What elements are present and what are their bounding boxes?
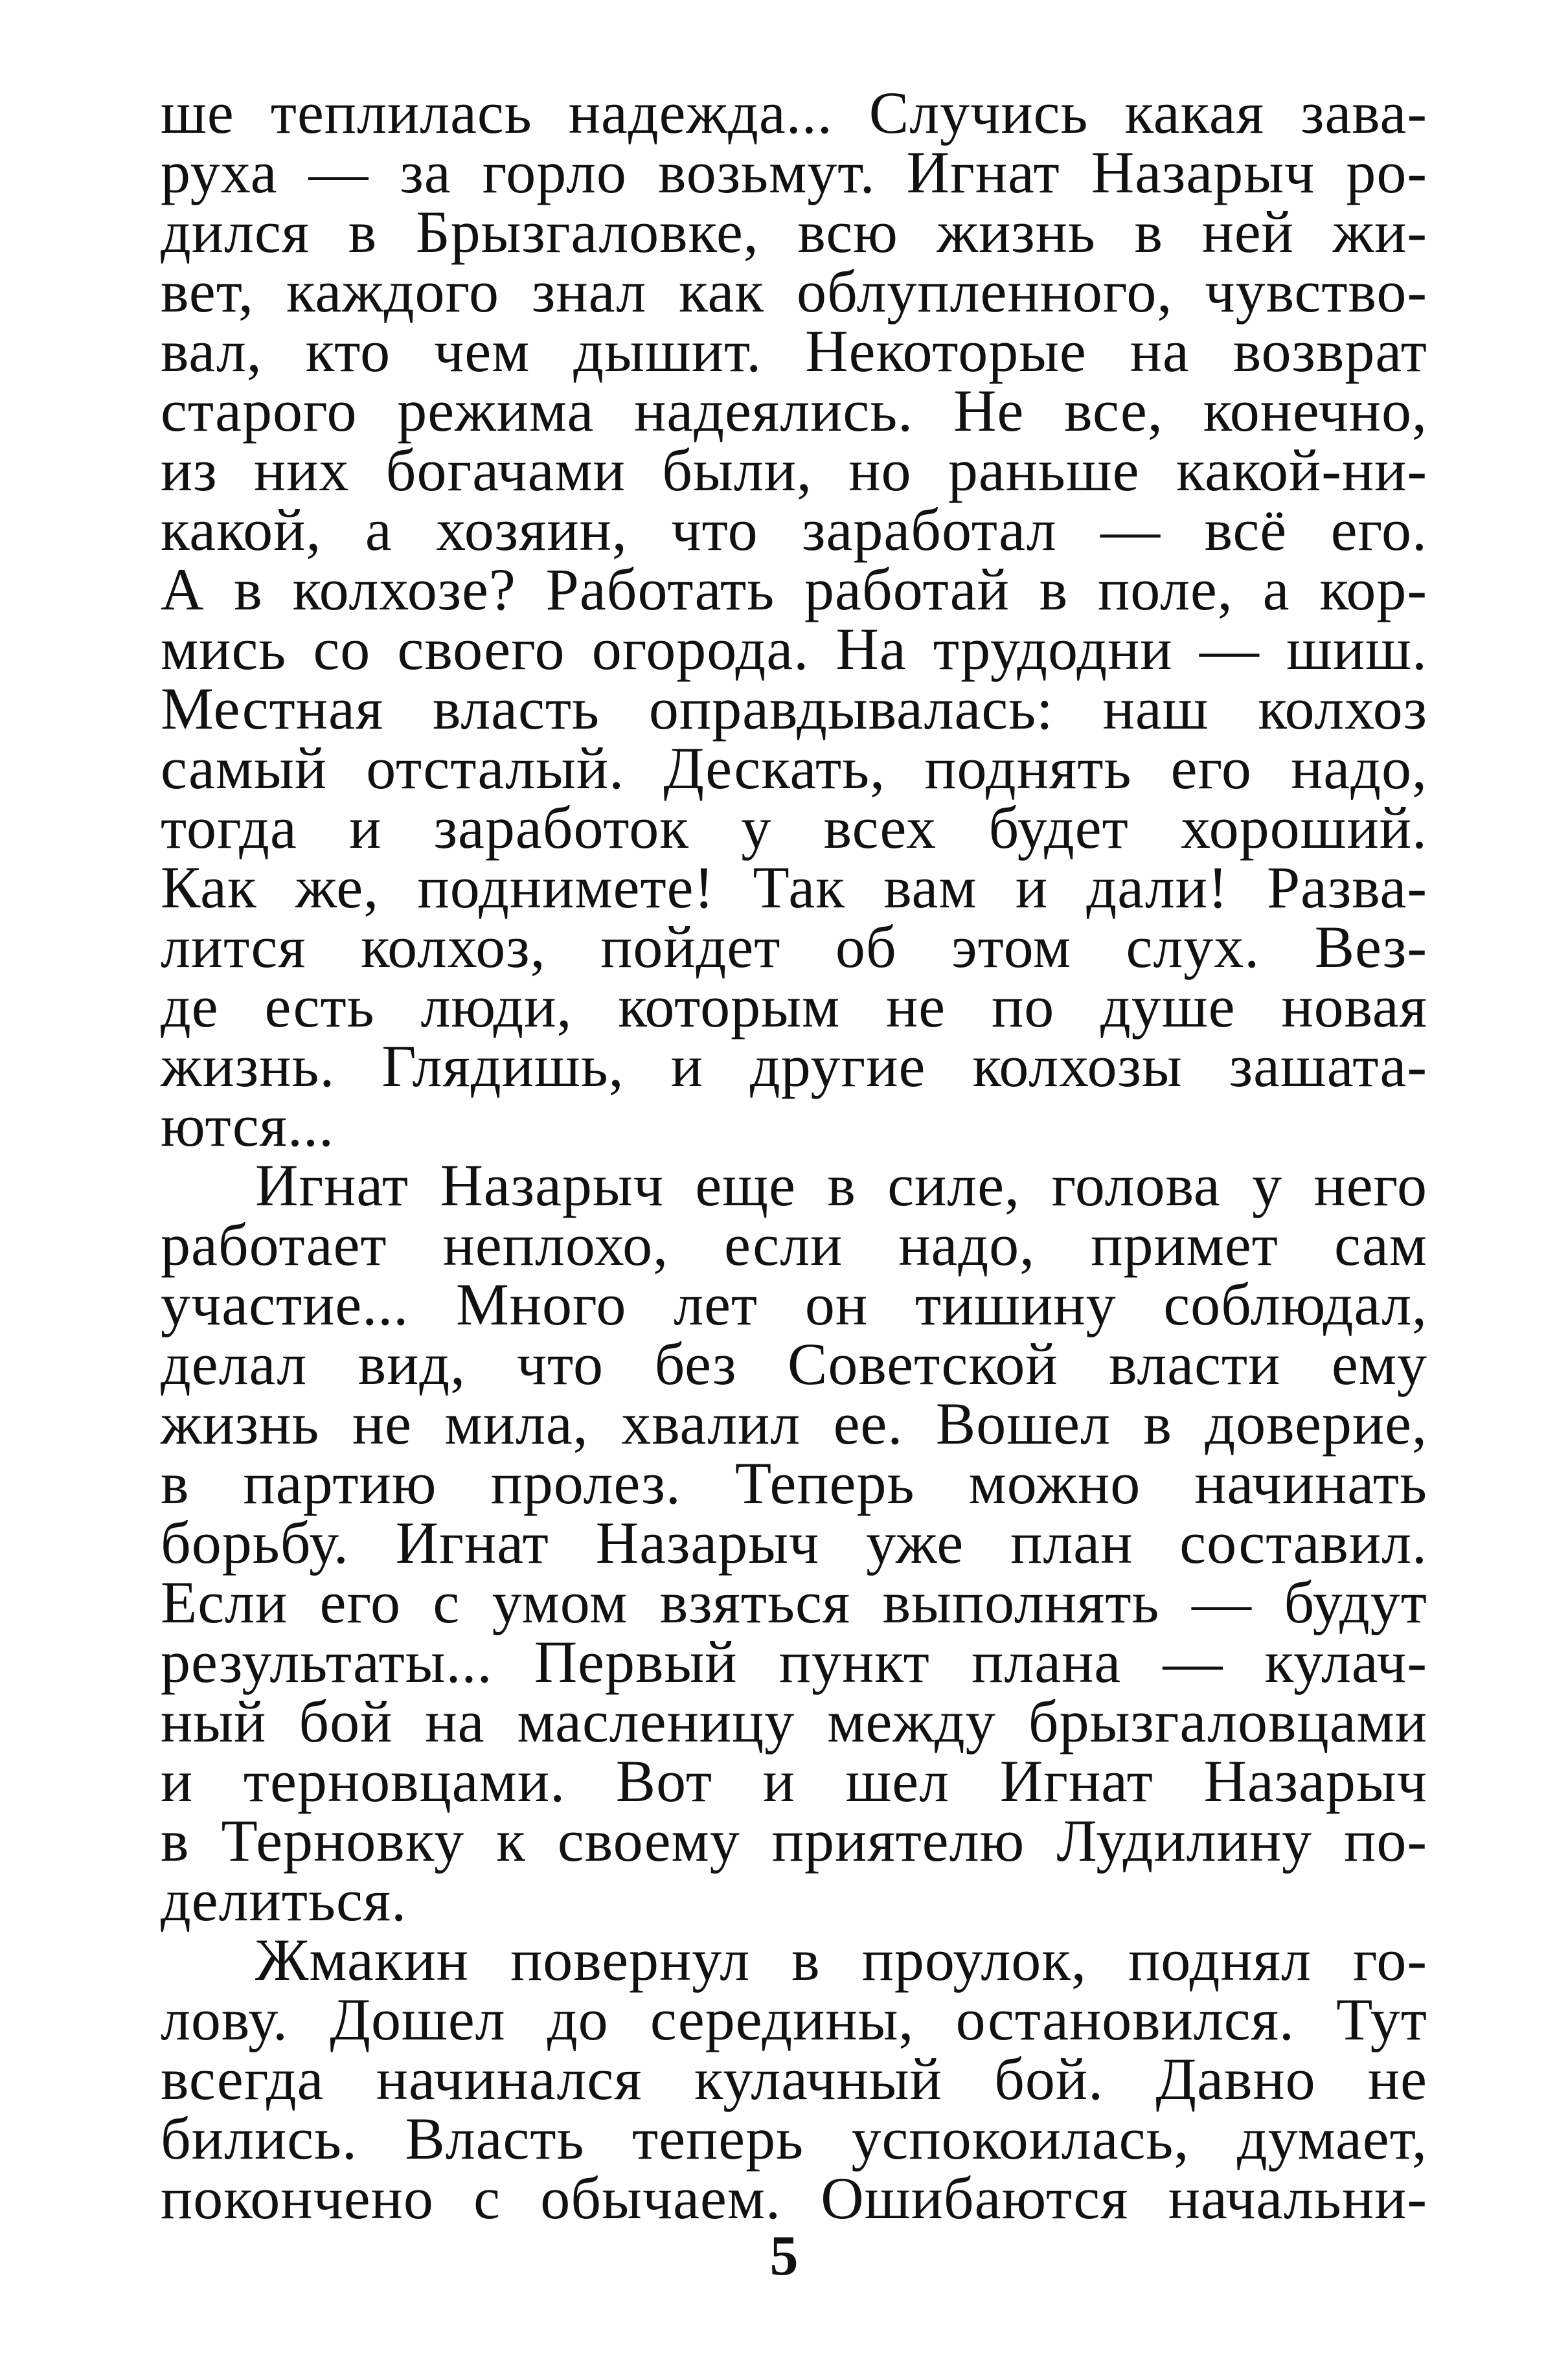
text-line: ются... <box>161 1093 334 1159</box>
text-line: лится колхоз, пойдет об этом слух. Вез- <box>161 914 1427 980</box>
text-line: жизнь не мила, хвалил ее. Вошел в доверие, <box>161 1391 1427 1457</box>
paragraph-3 <box>161 1927 1427 2231</box>
text-line: какой, а хозяин, что заработал — всё его. <box>161 497 1427 563</box>
text-line: покончено с обычаем. Ошибаются начальни- <box>161 2165 1427 2231</box>
text-line: вал, кто чем дышит. Некоторые на возврат <box>161 318 1427 384</box>
text-line: де есть люди, которым не по душе новая <box>161 973 1427 1039</box>
text-line: всегда начинался кулачный бой. Давно не <box>161 2046 1427 2112</box>
text-line: из них богачами были, но раньше какой-ни- <box>161 437 1427 503</box>
paragraph-2 <box>161 1152 1427 1933</box>
text-line: самый отсталый. Дескать, поднять его надо, <box>161 735 1427 801</box>
text-line: делал вид, что без Советской власти ему <box>161 1331 1427 1397</box>
text-line: вет, каждого знал как облупленного, чувство- <box>161 258 1427 324</box>
text-line: в Терновку к своему приятелю Лудилину по- <box>161 1808 1427 1874</box>
text-line: лову. Дошел до середины, остановился. Тут <box>161 1986 1427 2052</box>
text-line: Местная власть оправдывалась: наш колхоз <box>161 676 1427 742</box>
text-line: старого режима надеялись. Не все, конечно, <box>161 378 1427 444</box>
text-line: работает неплохо, если надо, примет сам <box>161 1212 1427 1278</box>
page-number: 5 <box>769 2225 799 2288</box>
text-line: дился в Брызгаловке, всю жизнь в ней жи- <box>161 199 1427 265</box>
text-line: Если его с умом взяться выполнять — будут <box>161 1569 1427 1635</box>
text-line: Игнат Назарыч еще в силе, голова у него <box>255 1152 1427 1218</box>
text-line: бились. Власть теперь успокоилась, думает, <box>161 2106 1427 2172</box>
text-line: и терновцами. Вот и шел Игнат Назарыч <box>161 1748 1427 1814</box>
text-line: Как же, поднимете! Так вам и дали! Разва- <box>161 854 1427 920</box>
text-line: делиться. <box>161 1867 407 1933</box>
text-line: жизнь. Глядишь, и другие колхозы зашата- <box>161 1033 1427 1099</box>
paragraph-1 <box>161 80 1427 1159</box>
text-line: ше теплилась надежда... Случись какая зава- <box>161 80 1427 146</box>
text-body <box>161 80 1427 2231</box>
text-line: Жмакин повернул в проулок, поднял го- <box>255 1927 1427 1993</box>
text-line: тогда и заработок у всех будет хороший. <box>161 795 1427 861</box>
text-line: мись со своего огорода. На трудодни — шиш. <box>161 616 1427 682</box>
text-line: участие... Много лет он тишину соблюдал, <box>161 1271 1427 1337</box>
text-line: в партию пролез. Теперь можно начинать <box>161 1450 1427 1516</box>
text-line: А в колхозе? Работать работай в поле, а кор- <box>161 556 1427 622</box>
text-line: ный бой на масленицу между брызгаловцами <box>161 1688 1427 1754</box>
text-line: результаты... Первый пункт плана — кулач- <box>161 1629 1427 1695</box>
text-line: руха — за горло возьмут. Игнат Назарыч ро- <box>161 139 1427 205</box>
text-line: борьбу. Игнат Назарыч уже план составил. <box>161 1510 1427 1576</box>
